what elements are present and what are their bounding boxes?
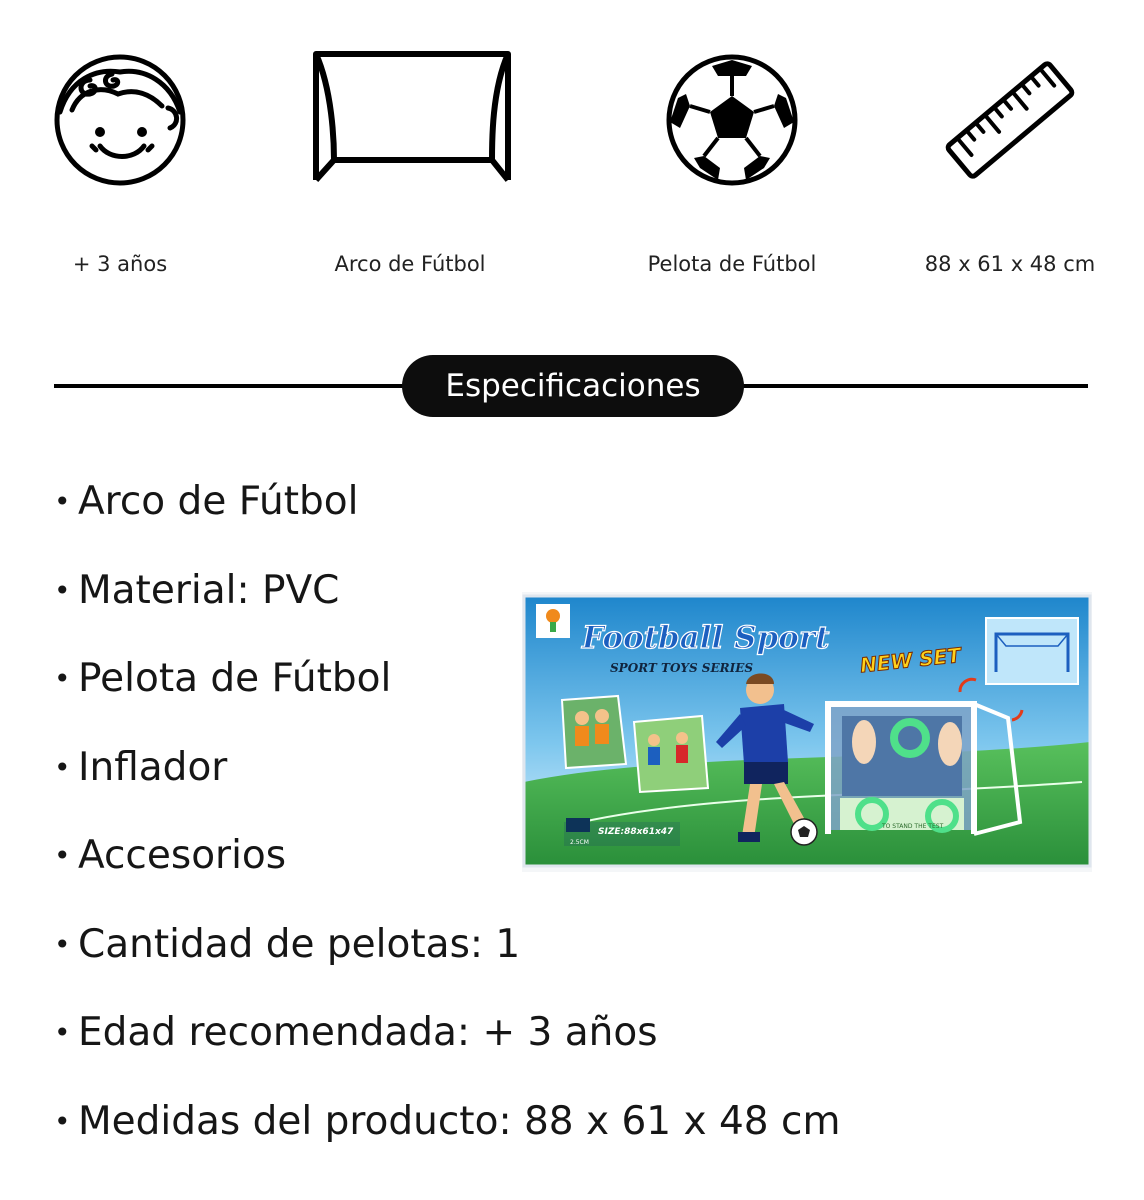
product-box-image xyxy=(522,592,1092,872)
product-box-illustration xyxy=(522,592,1092,872)
list-item: • Accesorios xyxy=(54,833,287,878)
list-item: • Medidas del producto: 88 x 61 x 48 cm xyxy=(54,1098,841,1144)
list-item: • Edad recomendada: + 3 años xyxy=(54,1010,658,1055)
soccer-goal-icon xyxy=(312,50,512,185)
feature-age-label: + 3 años xyxy=(72,252,168,276)
box-subtitle: SPORT TOYS SERIES xyxy=(610,661,754,675)
feature-goal-label: Arco de Fútbol xyxy=(334,252,486,276)
feature-icons xyxy=(0,0,1144,300)
ruler-icon xyxy=(942,52,1078,188)
feature-age xyxy=(0,0,240,300)
feature-size xyxy=(890,0,1130,300)
list-item: • Inflador xyxy=(54,744,228,790)
list-item: • Material: PVC xyxy=(54,567,340,613)
section-title: Especificaciones xyxy=(402,355,744,417)
soccer-ball-icon xyxy=(664,52,800,188)
goal-banner-text: TO STAND THE TEST xyxy=(882,823,944,830)
list-item: • Pelota de Fútbol xyxy=(54,656,392,701)
size-label: SIZE:88x61x47 xyxy=(598,827,674,837)
pipe-label: 2.5CM xyxy=(570,839,589,846)
box-title: Football Sport xyxy=(582,620,830,656)
list-item: • Arco de Fútbol xyxy=(54,479,359,524)
child-face-icon xyxy=(50,50,190,190)
list-item: • Cantidad de pelotas: 1 xyxy=(54,921,521,967)
new-set-badge: NEW SET xyxy=(858,642,962,678)
feature-goal xyxy=(290,0,530,300)
feature-size-label: 88 x 61 x 48 cm xyxy=(924,252,1096,276)
feature-ball-label: Pelota de Fútbol xyxy=(647,252,817,276)
feature-ball xyxy=(612,0,852,300)
